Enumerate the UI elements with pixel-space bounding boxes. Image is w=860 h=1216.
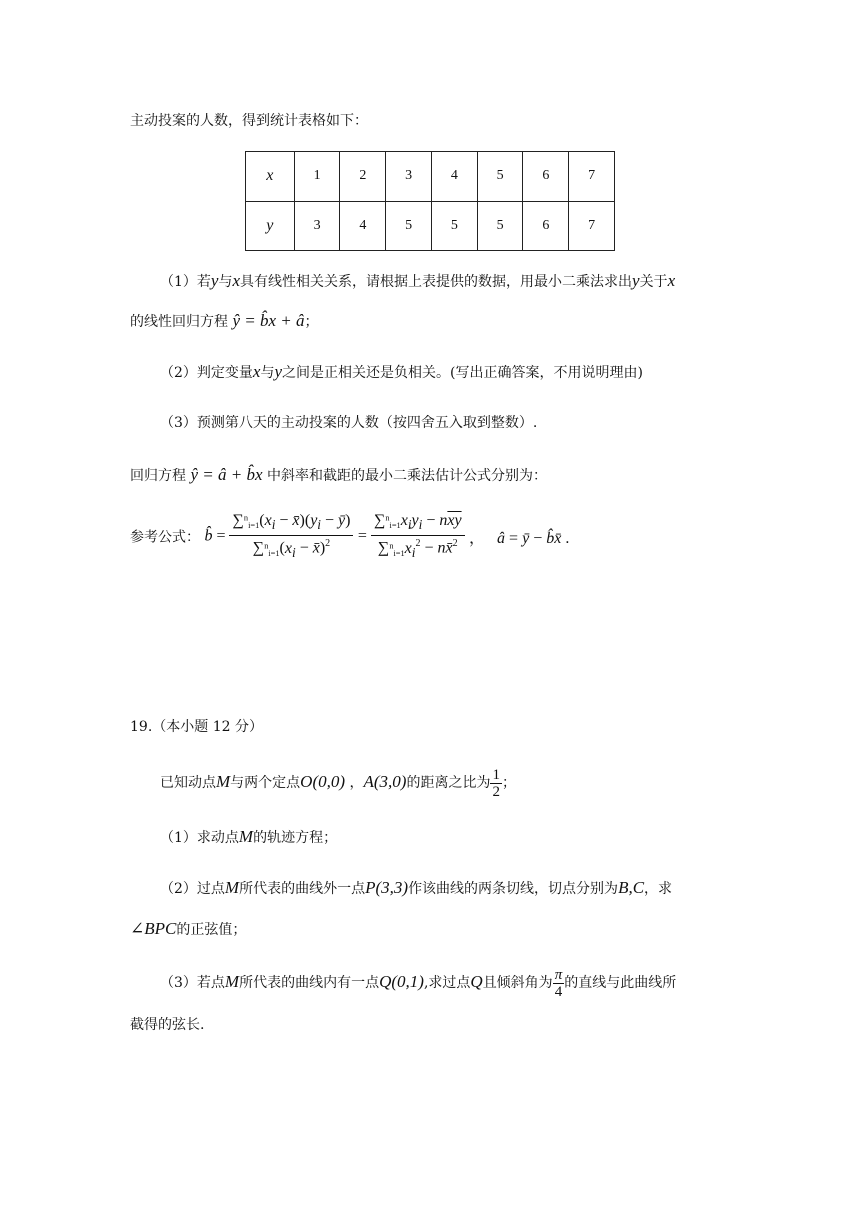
y-cell: 5	[431, 201, 477, 251]
x-cell: 7	[569, 152, 615, 202]
x-cell: 4	[431, 152, 477, 202]
ratio-fraction: $\frac{1}{2}$	[492, 766, 500, 800]
problem-19-q3: （3）若点M所代表的曲线内有一点Q(0,1),求过点Q且倾斜角为 $\frac{\pi}{4}$ 的直线与此曲线所	[160, 966, 677, 1000]
question-1-cont: 的线性回归方程 ŷ = b̂x + â；	[130, 311, 319, 330]
y-cell: 5	[477, 201, 523, 251]
intro-text: 主动投案的人数，得到统计表格如下：	[130, 113, 368, 129]
regression-equation: ŷ = b̂x + â	[232, 311, 305, 330]
stats-table	[245, 151, 615, 251]
x-header: x	[246, 152, 295, 202]
problem-19-q3-cont: 截得的弦长.	[130, 1017, 205, 1033]
y-cell: 3	[294, 201, 340, 251]
table-row-x	[246, 152, 615, 202]
table-row-y	[246, 201, 615, 251]
question-1: （1）若y与x具有线性相关关系，请根据上表提供的数据，用最小二乘法求出y关于x	[160, 271, 676, 290]
problem-19-q2-cont: ∠BPC的正弦值；	[130, 919, 247, 938]
x-cell: 6	[523, 152, 569, 202]
regression-note: 回归方程 ŷ = â + b̂x 中斜率和截距的最小二乘法估计公式分别为：	[130, 465, 547, 484]
question-3: （3）预测第八天的主动投案的人数（按四舍五入取到整数）.	[160, 415, 538, 431]
problem-19-q2: （2）过点M所代表的曲线外一点P(3,3)作该曲线的两条切线，切点分别为B,C，求	[160, 878, 673, 897]
x-cell: 1	[294, 152, 340, 202]
y-cell: 6	[523, 201, 569, 251]
reference-formula: 参考公式： b̂ = $\frac{\sum^n_{i=1}(x_i - x̄)(y_i - ȳ)}{\sum^n_{i=1}(x_i - x̄)^2}$ = $\frac{\sum^n_{i=1}x_iy_i - n\overline{xy}}{\sum^n_{i=1}x_i^2 - nx̄^2}$ ， â = ȳ − b̂x̄ .	[130, 512, 570, 560]
y-cell: 4	[340, 201, 386, 251]
question-2: （2）判定变量x与y之间是正相关还是负相关。(写出正确答案，不用说明理由)	[160, 362, 643, 381]
y-cell: 5	[386, 201, 432, 251]
x-cell: 2	[340, 152, 386, 202]
y-header: y	[246, 201, 295, 251]
problem-19-stem: 已知动点M与两个定点O(0,0) ，A(3,0)的距离之比为 $\frac{1}{2}$ ；	[160, 766, 516, 800]
x-cell: 3	[386, 152, 432, 202]
y-cell: 7	[569, 201, 615, 251]
problem-19-title: 19.（本小题 12 分）	[130, 719, 263, 735]
angle-fraction: $\frac{\pi}{4}$	[554, 966, 563, 1000]
problem-19-q1: （1）求动点M的轨迹方程；	[160, 827, 338, 846]
x-cell: 5	[477, 152, 523, 202]
